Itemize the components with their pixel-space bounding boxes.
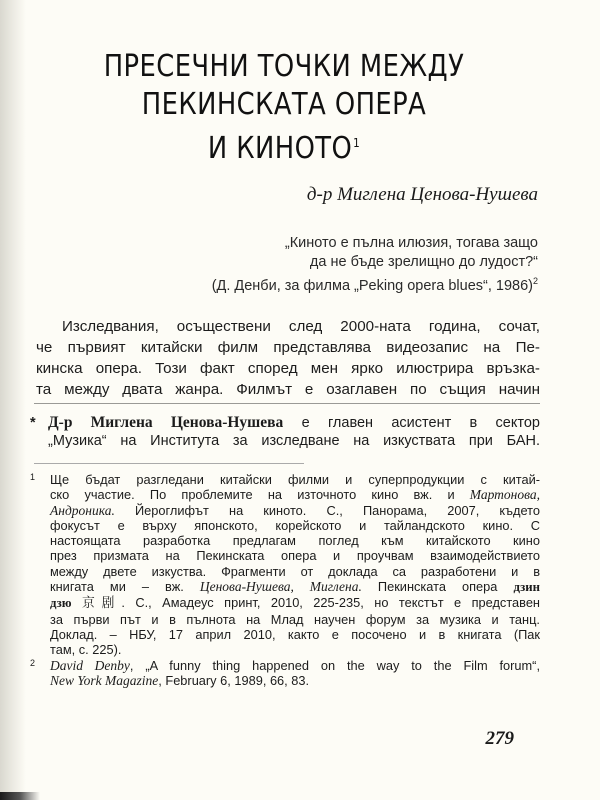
footnote-1-line — [50, 503, 540, 518]
epigraph — [212, 234, 538, 296]
footnote-1-line — [50, 595, 540, 611]
body-line-2: че първият китайски филм представлява видеозапис на Пе- — [36, 339, 540, 356]
page-binding-shadow — [0, 0, 26, 800]
book-page — [28, 0, 544, 800]
footnote-2-mark: 2 — [30, 657, 36, 668]
footnote-1-line: за първи път и в пълнота на Млад научен форум за музика и танц. — [50, 611, 540, 627]
affiliation-line-2: „Музика“ на Института за изследване на изкуствата при БАН. — [48, 433, 540, 449]
body-line-4: та между двата жанра. Филмът е озаглавен по същия начин — [36, 381, 540, 398]
footnote-1-line: Ще бъдат разгледани китайски филми и суперпродукции с китай- — [50, 472, 540, 487]
body-line-3: кинска опера. Този факт според мен ярко илюстрира връзка- — [36, 360, 540, 377]
cited-author: Андроника. — [50, 502, 115, 518]
epigraph-line-1: „Киното е пълна илюзия, тогава защо — [284, 235, 538, 251]
footnote-1-line — [50, 579, 540, 595]
page-number: 279 — [485, 728, 514, 749]
cited-author: Ценова-Нушева, Миглена. — [199, 579, 362, 595]
affiliation-text — [48, 414, 540, 450]
footnote-2-line — [50, 673, 540, 688]
footnote-1-line: през призмата на Пекинската опера и проучвам взаимодействието — [50, 548, 540, 564]
footnote-1-line: Доклад. – НБУ, 17 април 2010, както е посочено и в книгата (Пак — [50, 626, 540, 642]
footnote-text-segment: книгата ми – вж. — [50, 579, 200, 595]
epigraph-footnote-ref: 2 — [532, 276, 538, 286]
cited-author: Мартонова, — [469, 487, 540, 503]
footnote-1 — [30, 472, 540, 658]
footnote-text-segment: Пекинската опера — [361, 579, 514, 595]
cited-author: David Denby — [50, 657, 130, 673]
footnote-text-segment: , February 6, 1989, 66, 83. — [158, 672, 310, 688]
author-affiliation-note — [30, 414, 540, 450]
title-line-3-text: И КИНОТО — [207, 131, 353, 166]
affiliation-line-1 — [48, 414, 540, 432]
footnote-2 — [30, 658, 540, 689]
romanized-term: дзин — [513, 580, 540, 595]
footnote-text-segment: Йероглифът на киното. С., Панорама, 2007, където — [114, 502, 540, 518]
affiliation-role: е главен асистент в сектор — [283, 415, 540, 431]
romanized-term: дзю — [50, 596, 72, 611]
title-footnote-ref: 1 — [353, 136, 361, 150]
epigraph-line-2: да не бъде зрелищно до лудост?“ — [309, 254, 538, 270]
affiliation-name: Д-р Миглена Ценова-Нушева — [48, 414, 284, 431]
title-line-3 — [78, 124, 491, 168]
body-paragraph — [36, 316, 540, 400]
footnotes — [30, 472, 540, 688]
footnote-1-line: фокусът е върху японското, корейското и тайландското кино. С — [50, 517, 540, 533]
chinese-characters: 京剧 — [71, 595, 122, 611]
title-line-1: ПРЕСЕЧНИ ТОЧКИ МЕЖДУ — [103, 49, 465, 84]
cited-publication: New York Magazine — [50, 672, 159, 688]
footnote-separator-full — [34, 403, 540, 404]
title-line-2: ПЕКИНСКАТА ОПЕРА — [141, 87, 427, 122]
footnote-1-line: там, с. 225). — [50, 642, 122, 658]
footnote-1-line — [50, 487, 540, 502]
body-line-1: Изследвания, осъществени след 2000-ната година, сочат, — [62, 318, 540, 335]
article-author: д-р Миглена Ценова-Нушева — [306, 184, 538, 205]
footnote-separator-short — [34, 463, 304, 464]
footnote-1-text — [50, 472, 540, 658]
article-title — [78, 48, 491, 168]
footnote-text-segment: ско участие. По проблемите на източното кино вж. и — [50, 487, 470, 503]
footnote-text-segment: . С., Амадеус принт, 2010, 225-235, но текстът е представен — [121, 595, 541, 611]
footnote-2-text — [50, 658, 540, 689]
affiliation-asterisk: * — [30, 415, 36, 431]
footnote-text-segment: , „A funny thing happened on the way to the Film forum“, — [129, 657, 540, 673]
epigraph-attribution-text: (Д. Денби, за филма „Peking opera blues“, 1986) — [211, 277, 533, 294]
epigraph-attribution — [212, 272, 538, 296]
footnote-1-line: между двете изкуства. Фрагменти от доклада са разработени и в — [50, 563, 540, 579]
footnote-1-mark: 1 — [30, 472, 36, 482]
footnote-2-line — [50, 658, 540, 673]
footnote-1-line: настоящата разработка предлагам поглед към китайското кино — [50, 533, 540, 549]
